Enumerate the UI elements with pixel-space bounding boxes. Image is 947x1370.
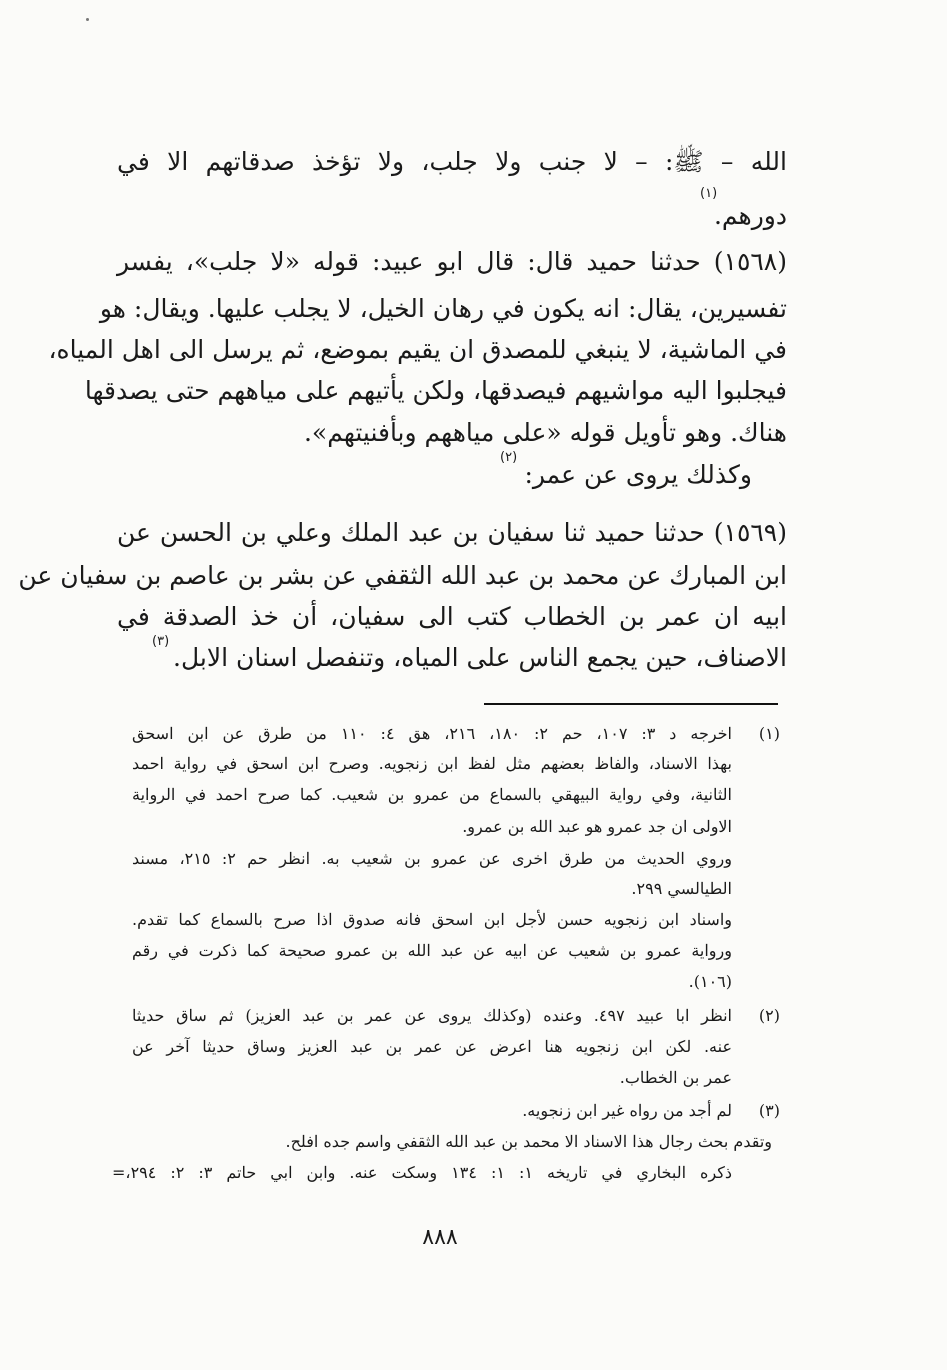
footnote-number-1: (١) — [758, 724, 780, 743]
footnote-ref-2: (٢) — [500, 450, 518, 465]
footnote-ref-3: (٣) — [152, 634, 170, 649]
page-number: ٨٨٨ — [422, 1225, 458, 1250]
footnote-1-line-8: ورواية عمرو بن شعيب عن ابيه عن عبد الله بن عمرو صحيحة كما ذكرت في رقم — [132, 941, 732, 960]
footnote-1-line-5: وروي الحديث من طرق اخرى عن عمرو بن شعيب به. انظر حم ٢: ٢١٥، مسند — [132, 849, 732, 868]
footnote-1-line-7: واسناد ابن زنجويه حسن لأجل ابن اسحق فانه صدوق اذا صرح بالسماع كما تقدم. — [132, 910, 732, 929]
paragraph-1568-line-6: وكذلك يروى عن عمر: — [524, 460, 752, 489]
footnote-1-line-1: اخرجه د ٣: ١٠٧، حم ٢: ١٨٠، ٢١٦، هق ٤: ١١٠ من طرق عن ابن اسحق — [132, 724, 733, 743]
main-line-2: دورهم. — [713, 201, 787, 230]
main-line-1: الله – ﷺ: – لا جنب ولا جلب، ولا تؤخذ صدقاتهم الا في — [117, 147, 787, 176]
footnote-number-3: (٣) — [758, 1101, 780, 1120]
paragraph-1569-line-1: (١٥٦٩) حدثنا حميد ثنا سفيان بن عبد الملك وعلي بن الحسن عن — [117, 518, 787, 547]
footnote-2-line-3: عمر بن الخطاب. — [619, 1068, 732, 1087]
footnote-2-line-2: عنه. لكن ابن زنجويه هنا اعرض عن عمر بن عبد العزيز وساق حديثا آخر عن — [132, 1037, 732, 1056]
paragraph-1569-line-2: ابن المبارك عن محمد بن عبد الله الثقفي عن بشر بن عاصم بن سفيان عن — [18, 561, 787, 590]
footnote-3-line-2: وتقدم بحث رجال هذا الاسناد الا محمد بن عبد الله الثقفي واسم جده افلح. — [285, 1132, 772, 1151]
footnote-1-line-4: الاولى ان جد عمرو هو عبد الله بن عمرو. — [462, 817, 732, 836]
footnote-3-line-1: لم أجد من رواه غير ابن زنجويه. — [522, 1101, 732, 1120]
footnote-1-line-3: الثانية، وفي رواية البيهقي بالسماع من عمرو بن شعيب. كما صرح احمد في الرواية — [132, 785, 732, 804]
paragraph-1568-line-3: في الماشية، لا ينبغي للمصدق ان يقيم بموضع، ثم يرسل الى اهل المياه، — [48, 335, 787, 364]
footnote-2-line-1: انظر ابا عبيد ٤٩٧. وعنده (وكذلك يروى عن عمر بن عبد العزيز) ثم ساق حديثا — [132, 1006, 733, 1025]
footnote-ref-1: (١) — [700, 186, 718, 201]
paragraph-1568-line-5: هناك. وهو تأويل قوله «على مياههم وبأفنيتهم». — [303, 418, 787, 447]
footnote-1-line-6: الطيالسي ٢٩٩. — [631, 879, 732, 898]
footnote-3-line-3: ذكره البخاري في تاريخه ١: ١: ١٣٤ وسكت عنه. وابن ابي حاتم ٣: ٢: ٢٩٤،= — [112, 1163, 733, 1182]
footnote-1-line-2: بهذا الاسناد، والفاظ بعضهم مثل لفظ ابن زنجويه. وصرح ابن اسحق في رواية احمد — [132, 754, 732, 773]
scan-speck — [86, 18, 89, 21]
paragraph-1568-line-1: (١٥٦٨) حدثنا حميد قال: قال ابو عبيد: قوله «لا جلب»، يفسر — [117, 247, 787, 276]
paragraph-1568-line-2: تفسيرين، يقال: انه يكون في رهان الخيل، لا يجلب عليها. ويقال: هو — [99, 294, 787, 323]
footnote-number-2: (٢) — [758, 1006, 780, 1025]
paragraph-1568-line-4: فيجلبوا اليه مواشيهم فيصدقها، ولكن يأتيهم على مياههم حتى يصدقها — [84, 376, 787, 405]
paragraph-1569-line-3: ابيه ان عمر بن الخطاب كتب الى سفيان، أن خذ الصدقة في — [117, 602, 787, 631]
footnote-1-line-9: (١٠٦). — [688, 972, 732, 991]
paragraph-1569-line-4: الاصناف، حين يجمع الناس على المياه، وتنفصل اسنان الابل. — [173, 643, 787, 672]
footnote-separator — [484, 703, 778, 705]
